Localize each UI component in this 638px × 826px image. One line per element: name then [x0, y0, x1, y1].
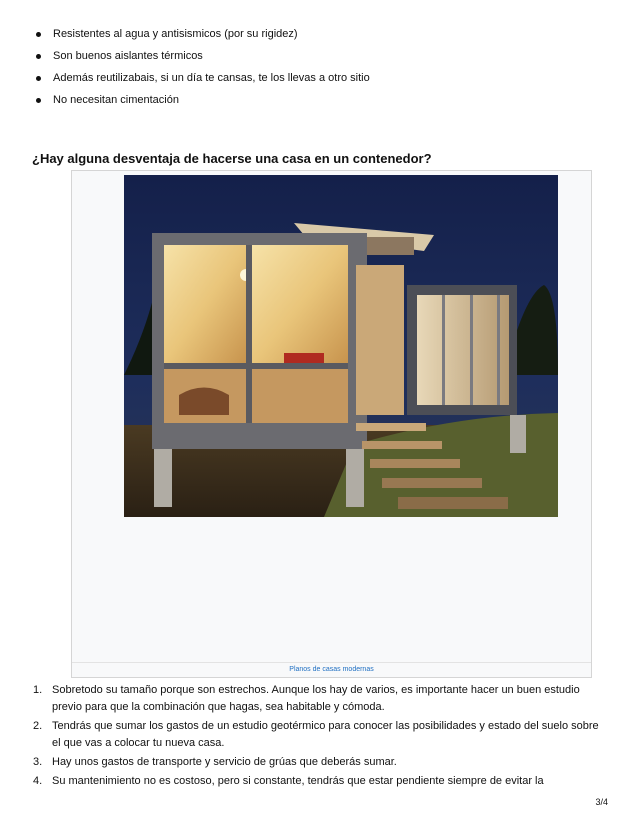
section-heading: ¿Hay alguna desventaja de hacerse una casa en un contenedor?	[32, 151, 432, 166]
list-item-text: Hay unos gastos de transporte y servicio de grúas que deberás sumar.	[52, 756, 397, 768]
bullet-item	[34, 72, 370, 85]
bullet-text: Resistentes al agua y antisismicos (por su rigidez)	[53, 28, 298, 40]
list-number: 1.	[33, 684, 43, 696]
bullet-text: Además reutilizabais, si un día te cansas, te los llevas a otro sitio	[53, 72, 370, 84]
list-number: 2.	[33, 720, 43, 732]
list-number: 3.	[33, 756, 43, 768]
list-item-text: Su mantenimiento no es costoso, pero si constante, tendrás que estar pendiente siempre de evitar la	[52, 775, 544, 787]
feature-bullet-list	[34, 28, 370, 116]
bullet-dot-icon	[36, 32, 41, 37]
bullet-item	[34, 50, 370, 63]
list-item	[33, 718, 599, 752]
disadvantages-list	[33, 682, 599, 792]
list-number: 4.	[33, 775, 43, 787]
list-item-text: Sobretodo su tamaño porque son estrechos. Aunque los hay de varios, es importante hacer un buen estudio previo para que la combinación que hagas, sea habitable y cómoda.	[52, 684, 580, 713]
list-item	[33, 682, 599, 716]
figure-box	[71, 170, 592, 678]
bullet-dot-icon	[36, 54, 41, 59]
list-item	[33, 773, 599, 790]
container-house-photo	[124, 175, 558, 517]
list-item-text: Tendrás que sumar los gastos de un estudio geotérmico para conocer las posibilidades y estado del suelo sobre el que vas a colocar tu nueva casa.	[52, 720, 599, 749]
list-item	[33, 754, 599, 771]
bullet-text: Son buenos aislantes térmicos	[53, 50, 203, 62]
bullet-text: No necesitan cimentación	[53, 94, 179, 106]
figure-caption-link[interactable]: Planos de casas modernas	[72, 662, 591, 677]
bullet-item	[34, 28, 370, 41]
page-number: 3/4	[595, 797, 608, 807]
bullet-item	[34, 94, 370, 107]
bullet-dot-icon	[36, 98, 41, 103]
bullet-dot-icon	[36, 76, 41, 81]
